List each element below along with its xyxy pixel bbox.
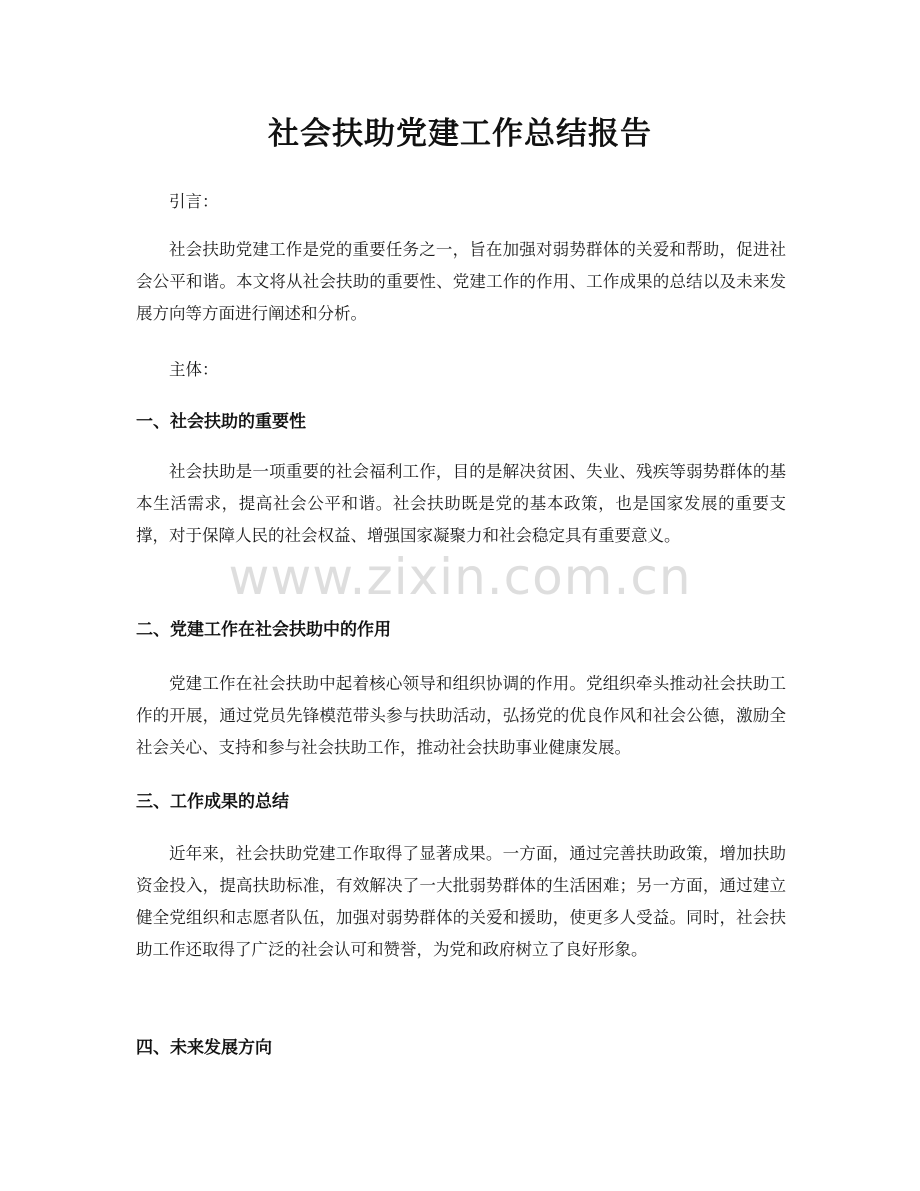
document-title: 社会扶助党建工作总结报告 <box>268 116 652 152</box>
section-heading-2: 二、党建工作在社会扶助中的作用 <box>136 620 391 640</box>
intro-label: 引言： <box>169 192 219 211</box>
section-paragraph-3: 近年来，社会扶助党建工作取得了显著成果。一方面，通过完善扶助政策，增加扶助资金投入，提高扶助标准，有效解决了一大批弱势群体的生活困难；另一方面，通过建立健全党组织和志愿者队伍，加强对弱势群体的关爱和援助，使更多人受益。同时，社会扶助工作还取得了广泛的社会认可和赞誉，为党和政府树立了良好形象。 <box>136 844 786 959</box>
section-paragraph-1: 社会扶助是一项重要的社会福利工作，目的是解决贫困、失业、残疾等弱势群体的基本生活需求，提高社会公平和谐。社会扶助既是党的基本政策，也是国家发展的重要支撑，对于保障人民的社会权益、增强国家凝聚力和社会稳定具有重要意义。 <box>136 462 786 545</box>
watermark: www.zixin.com.cn <box>228 548 692 606</box>
intro-paragraph: 社会扶助党建工作是党的重要任务之一，旨在加强对弱势群体的关爱和帮助，促进社会公平和谐。本文将从社会扶助的重要性、党建工作的作用、工作成果的总结以及未来发展方向等方面进行阐述和分析。 <box>136 240 786 323</box>
section-heading-3: 三、工作成果的总结 <box>136 792 289 812</box>
body-label: 主体： <box>169 360 219 379</box>
section-paragraph-2: 党建工作在社会扶助中起着核心领导和组织协调的作用。党组织牵头推动社会扶助工作的开展，通过党员先锋模范带头参与扶助活动，弘扬党的优良作风和社会公德，激励全社会关心、支持和参与社会扶助工作，推动社会扶助事业健康发展。 <box>136 674 786 757</box>
section-heading-4: 四、未来发展方向 <box>136 1038 272 1058</box>
section-heading-1: 一、社会扶助的重要性 <box>136 412 306 432</box>
